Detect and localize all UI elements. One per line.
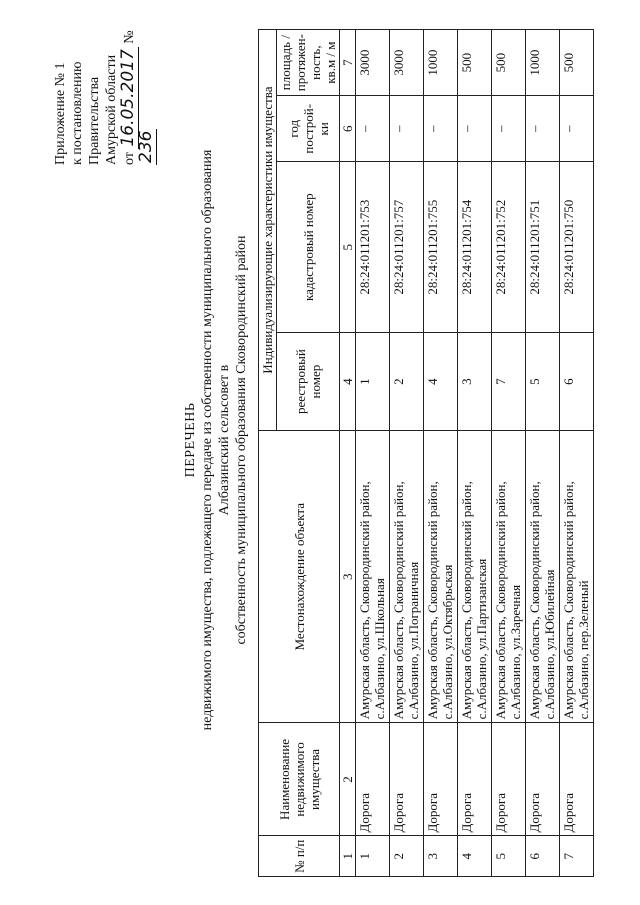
- registry-number: 7: [492, 333, 526, 431]
- registry-number: 4: [424, 333, 458, 431]
- property-location: Амурская область, Сковородинский район, с.Албазино, ул.Юбилейная: [526, 431, 560, 723]
- build-year: –: [526, 96, 560, 162]
- property-name: Дорога: [492, 723, 526, 836]
- column-number: 3: [340, 431, 356, 723]
- build-year: –: [492, 96, 526, 162]
- cadastral-number: 28:24:011201:751: [526, 162, 560, 333]
- column-number: 7: [340, 30, 356, 96]
- header-num: № п/п: [259, 836, 340, 877]
- row-number: 4: [458, 836, 492, 877]
- cadastral-number: 28:24:011201:753: [356, 162, 390, 333]
- appendix-block: [52, 5, 156, 165]
- header-area: площадь / протяжен-ность, кв.м / м: [277, 30, 340, 96]
- document-title: [182, 125, 250, 755]
- from-label: от: [122, 152, 137, 165]
- header-name: Наименование недвижимого имущества: [259, 723, 340, 836]
- registry-number: 2: [390, 333, 424, 431]
- build-year: –: [390, 96, 424, 162]
- column-number: 1: [340, 836, 356, 877]
- property-location: Амурская область, Сковородинский район, с.Албазино, ул.Заречная: [492, 431, 526, 723]
- title-line1: недвижимого имущества, подлежащего передаче из собственности муниципального образования Албазинский сельсовет в: [200, 149, 232, 731]
- build-year: –: [424, 96, 458, 162]
- row-number: 6: [526, 836, 560, 877]
- appendix-line1: Приложение № 1: [53, 62, 68, 165]
- number-label: №: [122, 30, 137, 44]
- area-length: 1000: [424, 30, 458, 96]
- appendix-date-line: [120, 5, 156, 165]
- property-location: Амурская область, Сковородинский район, с.Албазино, ул.Школьная: [356, 431, 390, 723]
- table-row: [356, 30, 390, 877]
- header-cad: кадастровый номер: [277, 162, 340, 333]
- property-location: Амурская область, Сковородинский район, с.Албазино, пер.Зеленый: [560, 431, 594, 723]
- column-number: 4: [340, 333, 356, 431]
- property-location: Амурская область, Сковородинский район, с.Албазино, ул.Октябрьская: [424, 431, 458, 723]
- column-number: 6: [340, 96, 356, 162]
- column-number: 2: [340, 723, 356, 836]
- row-number: 3: [424, 836, 458, 877]
- table-row: [560, 30, 594, 877]
- title-heading: ПЕРЕЧЕНЬ: [183, 402, 198, 478]
- table-row: [424, 30, 458, 877]
- row-number: 5: [492, 836, 526, 877]
- header-location: Местонахождение объекта: [259, 431, 340, 723]
- cadastral-number: 28:24:011201:755: [424, 162, 458, 333]
- area-length: 500: [560, 30, 594, 96]
- property-table: [258, 29, 594, 877]
- cadastral-number: 28:24:011201:750: [560, 162, 594, 333]
- registry-number: 3: [458, 333, 492, 431]
- area-length: 500: [492, 30, 526, 96]
- table-row: [390, 30, 424, 877]
- property-location: Амурская область, Сковородинский район, с.Албазино, ул.Партизанская: [458, 431, 492, 723]
- table-row: [526, 30, 560, 877]
- title-line2: собственность муниципального образования Сковородинский район: [234, 235, 249, 645]
- property-location: Амурская область, Сковородинский район, с.Албазино, ул.Пограничная: [390, 431, 424, 723]
- cadastral-number: 28:24:011201:752: [492, 162, 526, 333]
- column-number-row: [340, 30, 356, 877]
- handwritten-number: 236: [136, 130, 156, 163]
- row-number: 1: [356, 836, 390, 877]
- cadastral-number: 28:24:011201:754: [458, 162, 492, 333]
- registry-number: 1: [356, 333, 390, 431]
- build-year: –: [458, 96, 492, 162]
- area-length: 3000: [356, 30, 390, 96]
- column-number: 5: [340, 162, 356, 333]
- header-group: Индивидуализирующие характеристики имущества: [259, 30, 277, 431]
- header-year: год построй-ки: [277, 96, 340, 162]
- cadastral-number: 28:24:011201:757: [390, 162, 424, 333]
- property-name: Дорога: [526, 723, 560, 836]
- row-number: 2: [390, 836, 424, 877]
- property-name: Дорога: [458, 723, 492, 836]
- property-name: Дорога: [424, 723, 458, 836]
- build-year: –: [560, 96, 594, 162]
- property-name: Дорога: [390, 723, 424, 836]
- registry-number: 6: [560, 333, 594, 431]
- registry-number: 5: [526, 333, 560, 431]
- appendix-line2: к постановлению Правительства: [70, 61, 102, 165]
- build-year: –: [356, 96, 390, 162]
- property-name: Дорога: [560, 723, 594, 836]
- table-row: [458, 30, 492, 877]
- area-length: 1000: [526, 30, 560, 96]
- table-row: [492, 30, 526, 877]
- header-reg: реестровый номер: [277, 333, 340, 431]
- area-length: 3000: [390, 30, 424, 96]
- row-number: 7: [560, 836, 594, 877]
- appendix-line3: Амурской области: [104, 54, 119, 165]
- area-length: 500: [458, 30, 492, 96]
- handwritten-date: 16.05.2017: [118, 49, 138, 147]
- property-name: Дорога: [356, 723, 390, 836]
